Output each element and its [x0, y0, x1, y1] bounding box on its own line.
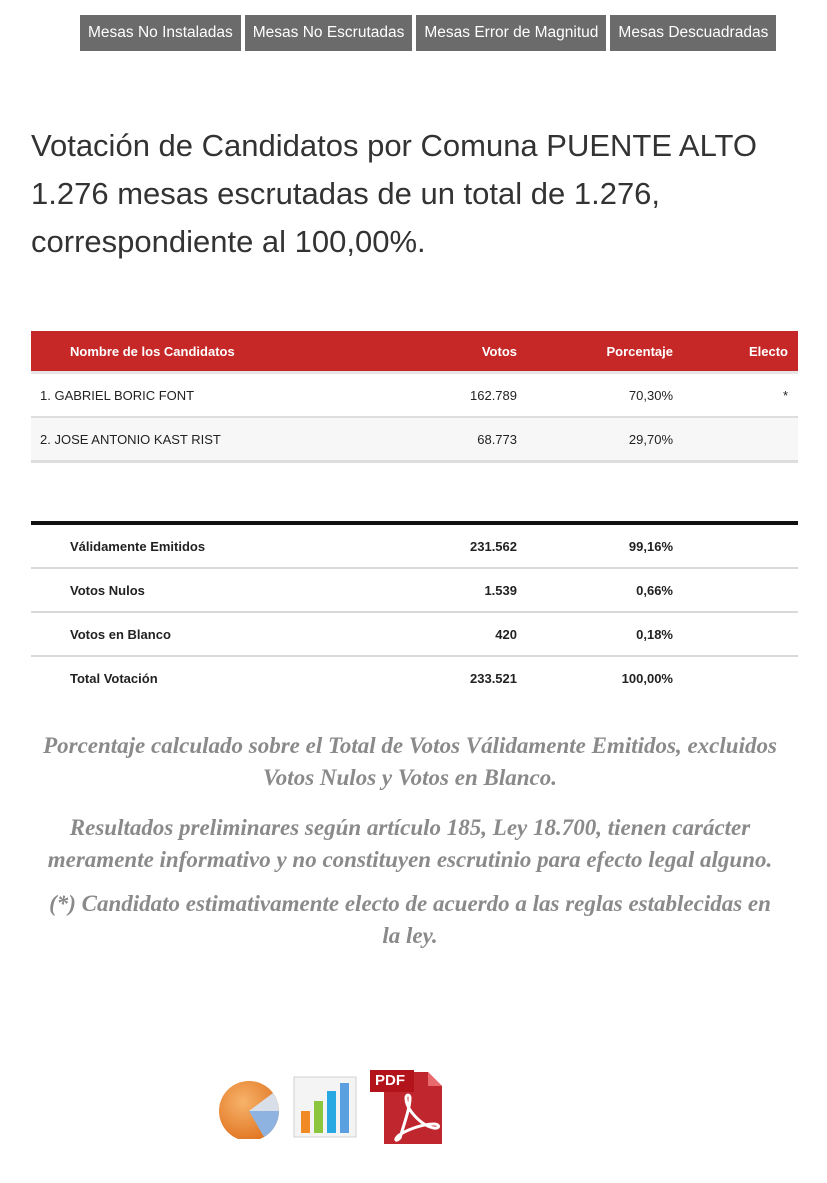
bar-chart-icon[interactable] [292, 1071, 360, 1144]
summary-votes: 420 [397, 612, 517, 656]
summary-percentage: 0,18% [517, 612, 673, 656]
table-row [31, 417, 798, 462]
top-navigation [80, 15, 776, 51]
summary-votes: 233.521 [397, 656, 517, 699]
candidate-elect: * [782, 387, 788, 403]
title-line-3: correspondiente al 100,00%. [31, 224, 426, 259]
nav-mesas-descuadradas[interactable]: Mesas Descuadradas [610, 15, 776, 51]
header-percentage: Porcentaje [606, 343, 673, 359]
header-elect: Electo [748, 343, 788, 359]
summary-row [31, 568, 798, 612]
note-elected: (*) Candidato estimativamente electo de acuerdo a las reglas establecidas en la ley. [49, 891, 771, 948]
export-icons [216, 1068, 444, 1144]
summary-label: Votos Nulos [31, 568, 397, 612]
summary-empty [673, 656, 798, 699]
summary-table [31, 521, 798, 699]
pdf-icon[interactable] [370, 1068, 444, 1144]
nav-mesas-no-escrutadas[interactable]: Mesas No Escrutadas [245, 15, 413, 51]
candidate-percentage: 70,30% [628, 387, 673, 403]
title-line-1: Votación de Candidatos por Comuna PUENTE ALTO [31, 128, 758, 163]
summary-empty [673, 612, 798, 656]
candidate-name: 1. GABRIEL BORIC FONT [40, 387, 195, 403]
note-percentage: Porcentaje calculado sobre el Total de Votos Válidamente Emitidos, excluidos Votos Nulos y Votos en Blanco. [43, 733, 777, 790]
summary-row [31, 523, 798, 568]
page-title [31, 122, 801, 266]
notes-section [40, 730, 780, 970]
summary-percentage: 0,66% [517, 568, 673, 612]
summary-empty [673, 568, 798, 612]
summary-row [31, 612, 798, 656]
header-name: Nombre de los Candidatos [70, 343, 235, 359]
candidate-votes: 162.789 [470, 387, 517, 403]
candidates-table [31, 331, 798, 463]
nav-mesas-no-instaladas[interactable]: Mesas No Instaladas [80, 15, 241, 51]
note-preliminary: Resultados preliminares según artículo 185, Ley 18.700, tienen carácter meramente informativo y no constituyen escrutinio para efecto legal alguno. [47, 815, 773, 872]
pdf-label: PDF [375, 1072, 405, 1089]
summary-label: Total Votación [31, 656, 397, 699]
summary-row [31, 656, 798, 699]
header-votes: Votos [481, 343, 517, 359]
summary-label: Válidamente Emitidos [70, 538, 206, 554]
summary-votes: 231.562 [470, 538, 517, 554]
candidate-votes: 68.773 [477, 431, 517, 447]
summary-votes: 1.539 [397, 568, 517, 612]
table-row [31, 373, 798, 418]
nav-mesas-error-magnitud[interactable]: Mesas Error de Magnitud [416, 15, 606, 51]
summary-percentage: 100,00% [517, 656, 673, 699]
summary-empty [673, 523, 798, 568]
summary-percentage: 99,16% [628, 538, 673, 554]
candidate-elect [673, 417, 798, 462]
candidate-percentage: 29,70% [628, 431, 673, 447]
candidate-name: 2. JOSE ANTONIO KAST RIST [40, 431, 221, 447]
summary-label: Votos en Blanco [31, 612, 397, 656]
candidates-header-row [31, 331, 798, 373]
title-line-2: 1.276 mesas escrutadas de un total de 1.276, [31, 176, 661, 211]
pie-chart-icon[interactable] [216, 1073, 282, 1144]
